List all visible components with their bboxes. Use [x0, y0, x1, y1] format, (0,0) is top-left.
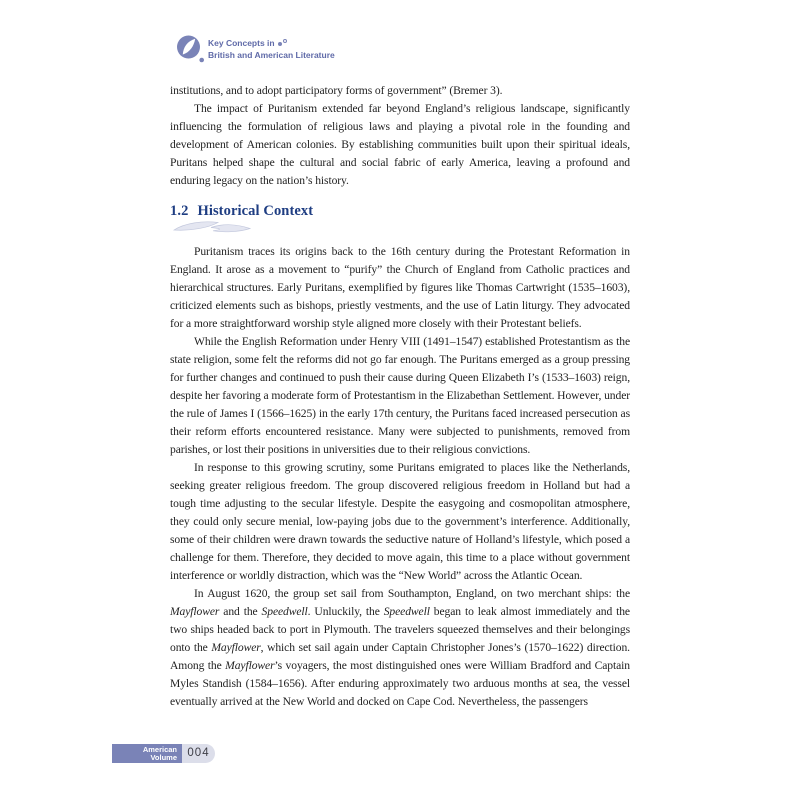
decorative-swoosh-icon: [173, 220, 253, 234]
text-run: . Unluckily, the: [307, 605, 384, 618]
page-number: 004: [182, 744, 215, 763]
italic-text: Speedwell: [261, 605, 308, 618]
text-run: In August 1620, the group set sail from Southampton, England, on two merchant ships: the: [194, 587, 630, 600]
paragraph: [170, 82, 630, 100]
dot-icon: [278, 42, 282, 46]
ring-icon: [283, 39, 287, 43]
series-line2-text: British and American Literature: [208, 49, 335, 60]
italic-text: Mayflower: [170, 605, 220, 618]
page-content: [170, 82, 630, 711]
section-title: Historical Context: [197, 203, 314, 219]
text-run: ’s voyagers, the most distinguished ones were William Bradford and Captain Myles Standish (1584–1656). After enduring approximately two arduous months at sea, the vessel eventually arrived at the New World and docked on Cape Cod. Nevertheless, the passengers: [170, 659, 630, 708]
text-run: and the: [219, 605, 262, 618]
series-title: [208, 34, 335, 61]
section-heading: [170, 203, 630, 220]
volume-label: [112, 744, 182, 763]
italic-text: Speedwell: [383, 605, 430, 618]
paragraph: [170, 585, 630, 711]
paragraph: [170, 100, 630, 190]
paragraph: [170, 243, 630, 333]
series-line1-text: Key Concepts in: [208, 38, 275, 48]
paragraph: [170, 459, 630, 585]
section-number: 1.2: [170, 203, 189, 219]
text-run: In response to this growing scrutiny, some Puritans emigrated to places like the Netherlands, seeking greater religious freedom. The group discovered religious freedom in Holland but had a tough time adjusting to the secular lifestyle. Despite the easygoing and cosmopolitan atmosphere, they could only secure menial, low-paying jobs due to the government’s interference. Additionally, some of their children were drawn towards the seductive nature of Holland’s lifestyle, which posed a challenge for them. Therefore, they decided to move again, this time to a place without government interference or worldly distraction, which was the “New World” across the Atlantic Ocean.: [170, 461, 630, 582]
text-run: , which set sail again under Captain Christopher Jones’s (1570–1622) direction. Among the: [170, 641, 630, 672]
body-text: [170, 82, 630, 711]
publisher-logo-icon: [176, 34, 205, 64]
page-header: [176, 34, 335, 64]
italic-text: Mayflower: [211, 641, 261, 654]
text-run: While the English Reformation under Henry VIII (1491–1547) established Protestantism as the state religion, some felt the reforms did not go far enough. The Puritans emerged as a group pressing for further changes and continued to push their cause during Queen Elizabeth I’s (1533–1603) reign, despite her favoring a moderate form of Protestantism in the Elizabethan Settlement. However, under the rule of James I (1566–1625) in the early 17th century, the Puritans faced increased persecution as their reform efforts encountered resistance. Many were subjected to punishments, removed from parishes, or lost their positions in universities due to their religious convictions.: [170, 335, 630, 456]
text-run: began to leak almost immediately and the two ships headed back to port in Plymouth. The travelers squeezed themselves and their belongings onto the: [170, 605, 630, 654]
volume-label-line1: American: [142, 744, 177, 754]
volume-badge: [112, 744, 215, 763]
text-run: institutions, and to adopt participatory forms of government” (Bremer 3).: [170, 84, 503, 97]
volume-label-line2: Volume: [150, 753, 177, 762]
italic-text: Mayflower: [225, 659, 275, 672]
paragraph: [170, 333, 630, 459]
text-run: Puritanism traces its origins back to the 16th century during the Protestant Reformation in England. It arose as a movement to “purify” the Church of England from Catholic practices and hierarchical structures. Early Puritans, exemplified by figures like Thomas Cartwright (1535–1603), criticized elements such as bishops, priestly vestments, and the use of Latin liturgy. They advocated for a more straightforward worship style aligned more closely with their Protestant beliefs.: [170, 245, 630, 330]
text-run: The impact of Puritanism extended far beyond England’s religious landscape, significantly influencing the formulation of religious laws and playing a pivotal role in the founding and development of American colonies. By establishing communities built upon their spiritual ideals, Puritans helped shape the cultural and social fabric of early America, leaving a profound and enduring legacy on the nation’s history.: [170, 102, 630, 187]
